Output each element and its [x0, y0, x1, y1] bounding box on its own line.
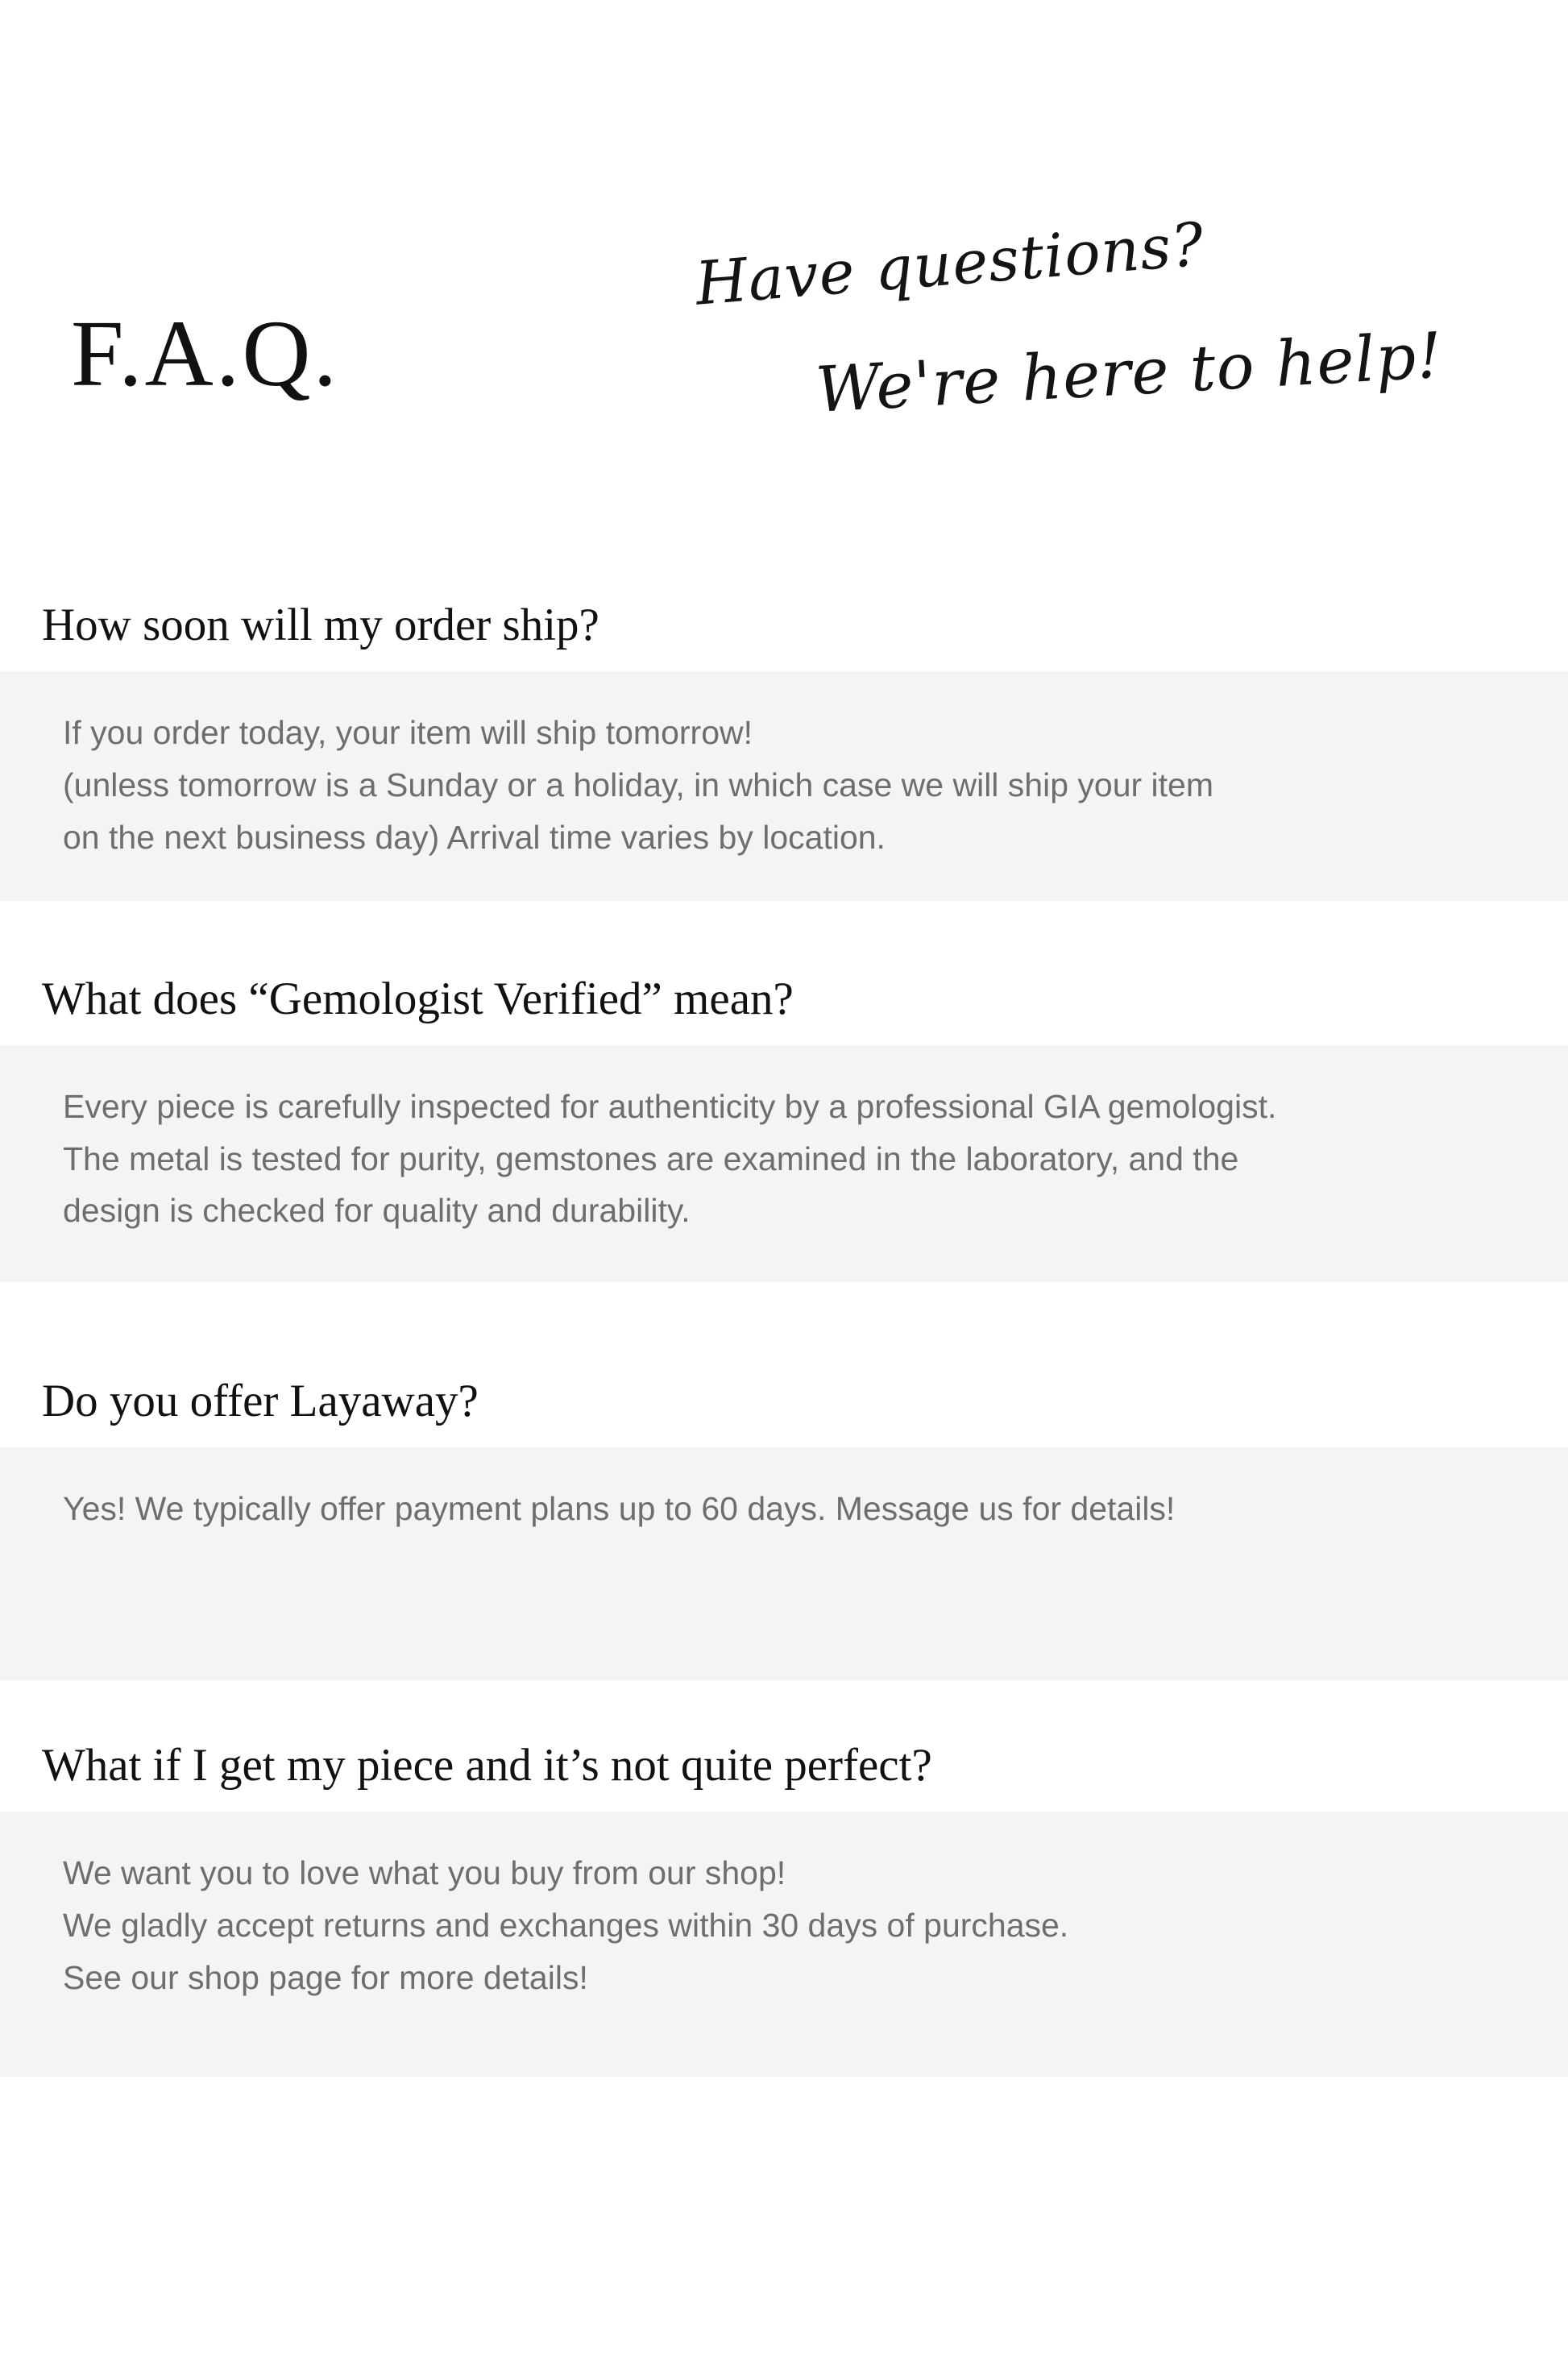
header-script-text: [669, 210, 1491, 484]
faq-item: [0, 970, 1568, 1283]
faq-answer-line: Yes! We typically offer payment plans up to 60 days. Message us for details!: [63, 1490, 1176, 1528]
faq-item: [0, 1372, 1568, 1680]
faq-answer-line: We gladly accept returns and exchanges within 30 days of purchase.: [63, 1907, 1069, 1945]
faq-item: [0, 596, 1568, 901]
faq-question: Do you offer Layaway?: [42, 1376, 479, 1427]
faq-answer-line: design is checked for quality and durability.: [63, 1192, 691, 1230]
faq-answer-line: (unless tomorrow is a Sunday or a holiday, in which case we will ship your item: [63, 766, 1214, 804]
faq-question: What does “Gemologist Verified” mean?: [42, 973, 794, 1024]
faq-header: [0, 210, 1568, 516]
faq-list: [0, 596, 1568, 2077]
script-line-1: Have questions?: [693, 210, 1207, 319]
faq-answer-line: The metal is tested for purity, gemstones are examined in the laboratory, and the: [63, 1139, 1239, 1177]
faq-answer-line: Every piece is carefully inspected for authenticity by a professional GIA gemologist.: [63, 1087, 1277, 1125]
faq-answer-line: If you order today, your item will ship tomorrow!: [63, 714, 753, 752]
faq-question: How soon will my order ship?: [42, 600, 599, 650]
faq-answer: [0, 1045, 1568, 1282]
faq-answer: [0, 671, 1568, 900]
faq-answer: [0, 1447, 1568, 1680]
faq-item: [0, 1737, 1568, 2077]
faq-answer-line: See our shop page for more details!: [63, 1958, 588, 1996]
faq-question: What if I get my piece and it’s not quite perfect?: [42, 1740, 932, 1791]
page-title: F.A.Q.: [71, 301, 340, 406]
faq-answer-line: on the next business day) Arrival time varies by location.: [63, 818, 886, 856]
faq-answer-line: We want you to love what you buy from our shop!: [63, 1854, 786, 1892]
script-line-2: We're here to help!: [814, 319, 1445, 427]
faq-answer: [0, 1812, 1568, 2076]
